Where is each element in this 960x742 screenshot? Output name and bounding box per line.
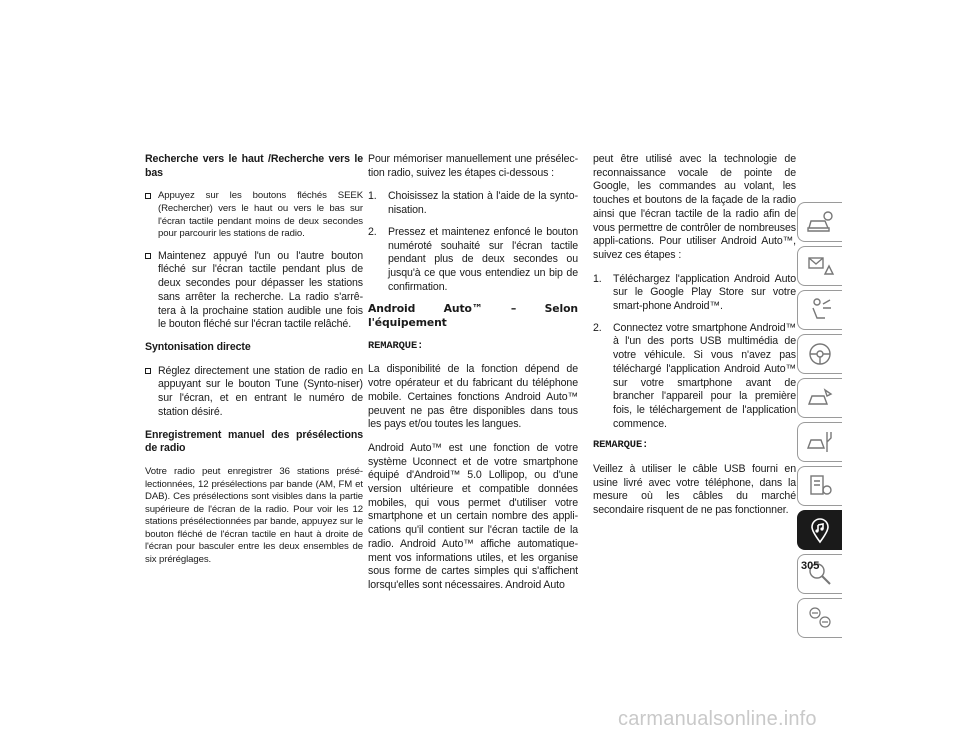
column-left <box>145 153 363 577</box>
specifications-icon <box>805 472 835 500</box>
multimedia-icon <box>805 516 835 544</box>
paragraph-presets: Votre radio peut enregistrer 36 stations présé-lectionnées, 12 présélections par bande (AM, FM et DAB). Ces présélections sont visibles dans la partie supérieure de l'écran de la radio. Pour voir les 12 stations présélectionnées par bande, appuyez sur le bouton fléché de l'écran tactile en haut à droite de l'écran pour basculer entre les deux ensembles de six préréglages. <box>145 465 363 566</box>
checkbox-bullet-icon <box>145 193 151 199</box>
car-crash-icon <box>805 384 835 412</box>
step-1: 1. Téléchargez l'application Android Auto sur le Google Play Store sur votre smart-phone Android™. <box>593 272 796 313</box>
chapter-tabs <box>797 202 842 642</box>
checkbox-bullet-icon <box>145 253 151 259</box>
bullet-seek-short: Appuyez sur les boutons fléchés SEEK (Rechercher) vers le haut ou vers le bas sur l'écran tactile pendant moins de deux secondes pour parcourir les stations de radio. <box>145 190 363 240</box>
car-info-icon <box>805 208 835 236</box>
step-2: 2. Connectez votre smartphone Android™ à l'un des ports USB multimédia de votre véhicule. Si vous n'avez pas téléchargé l'application Android Auto™ sur votre smartphone avant de brancher l'appareil pour la première fois, le téléchargement de l'application commence. <box>593 321 796 430</box>
column-right <box>593 153 796 528</box>
heading-seek: Recherche vers le haut /Recherche vers le bas <box>145 153 363 179</box>
tab-driving[interactable] <box>797 334 842 374</box>
steering-wheel-icon <box>805 340 835 368</box>
note-text: Veillez à utiliser le câble USB fourni en usine livré avec votre téléphone, dans la mesure où les câbles du marché secondaire risquent de ne pas fonctionner. <box>593 463 796 517</box>
step-2: 2. Pressez et maintenez enfoncé le bouton numéroté souhaité sur l'écran tactile pendant plus de deux secondes ou jusqu'à ce que vous entendiez un bip de confirmation. <box>368 225 578 293</box>
note-text: La disponibilité de la fonction dépend de votre opérateur et du fabricant du téléphone mobile. Certaines fonctions Android Auto™ peuvent ne pas être disponibles dans tous les pays et/ou toutes les langues. <box>368 363 578 431</box>
step-1: 1. Choisissez la station à l'aide de la synto-nisation. <box>368 190 578 217</box>
paragraph-android-auto-cont: peut être utilisé avec la technologie de reconnaissance vocale de pointe de Google, les commandes au volant, les touches et boutons de la façade de la radio ainsi que l'écran tactile de la radio afin de vous permettre de contrôler de nombreuses appli-cations. Pour utiliser Android Auto™, suivez ces étapes : <box>593 153 796 261</box>
tab-emergency[interactable] <box>797 378 842 418</box>
note-title: REMARQUE: <box>368 339 424 352</box>
tab-safety[interactable] <box>797 290 842 330</box>
note-title: REMARQUE: <box>593 439 649 452</box>
paragraph-intro: Pour mémoriser manuellement une présélec-tion radio, suivez les étapes ci-dessous : <box>368 153 578 179</box>
checkbox-bullet-icon <box>145 368 151 374</box>
heading-presets: Enregistrement manuel des présélections de radio <box>145 428 363 455</box>
watermark: carmanualsonline.info <box>618 708 817 730</box>
page-number: 305 <box>801 560 820 572</box>
tab-warning[interactable] <box>797 246 842 286</box>
bullet-seek-long: Maintenez appuyé l'un ou l'autre bouton fléché sur l'écran tactile pendant plus de deux secondes pour dépasser les stations sans arrêter la recherche. La radio s'arrê-tera à la prochaine station audible une fois le bouton fléché sur l'écran tactile relâché. <box>145 250 363 332</box>
tab-service[interactable] <box>797 422 842 462</box>
tab-car-info[interactable] <box>797 202 842 242</box>
column-middle <box>368 153 578 603</box>
tab-specifications[interactable] <box>797 466 842 506</box>
heading-direct-tune: Syntonisation directe <box>145 341 251 353</box>
warning-mail-icon <box>805 252 835 280</box>
airbag-seat-icon <box>805 296 835 324</box>
tab-languages[interactable] <box>797 598 842 638</box>
tab-multimedia[interactable] <box>797 510 842 550</box>
car-service-icon <box>805 428 835 456</box>
bullet-direct-tune: Réglez directement une station de radio en appuyant sur le bouton Tune (Synto-niser) sur l'écran, et en entrant le numéro de station désiré. <box>145 365 363 420</box>
paragraph-android-auto: Android Auto™ est une fonction de votre système Uconnect et de votre smartphone équipé d'Android™ 5.0 Lollipop, ou d'une version ultérieure et compatible données mobiles, qui vous permet d'utiliser votre smartphone et un certain nombre des appli-cations qu'il contient sur l'écran tactile de la radio. Android Auto™ affiche automatique-ment vos informations utiles, et les organise sous forme de cartes simples qui s'affichent lorsqu'elles sont nécessaires. Android Auto <box>368 441 578 591</box>
section-title-android-auto: Android Auto™ – Selon l'équipement <box>368 302 578 330</box>
language-icon <box>805 604 835 632</box>
